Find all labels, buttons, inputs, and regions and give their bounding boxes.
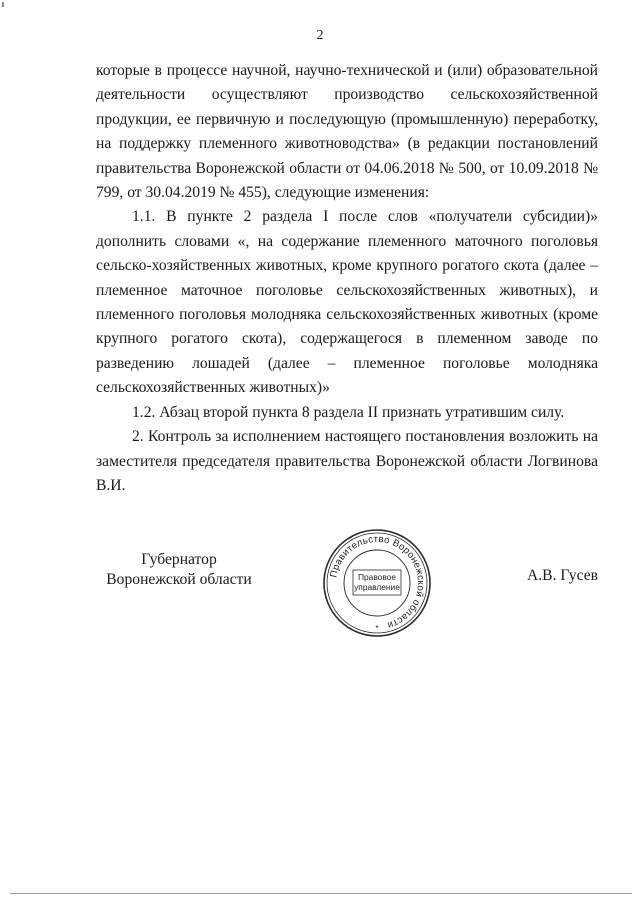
paragraph-item-1-1: 1.1. В пункте 2 раздела I после слов «получатели субсидии)» дополнить словами «, на содержание племенного маточного поголовья сельско-хозяйственных животных, кроме крупного рогатого скота (далее – племенное маточное поголовье сельскохозяйственных животных), и племенного поголовья молодняка сельскохозяйственных животных (кроме крупного рогатого скота), содержащегося в племенном заводе по разведению лошадей (далее – племенное поголовье молодняка сельскохозяйственных животных)»: [96, 208, 598, 397]
paragraph-continuation: которые в процессе научной, научно-технической и (или) образовательной деятельности осуществляют производство сельскохозяйственной продукции, ее первичную и последующую (промышленную) переработку, на поддержку племенного животноводства» (в редакции постановлений правительства Воронежской области от 04.06.2018 № 500, от 10.09.2018 № 799, от 30.04.2019 № 455), следующие изменения:: [96, 62, 598, 202]
signatory-title: [94, 550, 264, 590]
document-body: [96, 59, 598, 498]
stamp-star: *: [375, 624, 379, 633]
paragraph-item-1-2: 1.2. Абзац второй пункта 8 раздела II признать утратившим силу.: [132, 403, 565, 421]
signatory-title-line-1: Губернатор: [141, 551, 217, 568]
page-number: 2: [316, 28, 324, 43]
official-stamp: [322, 528, 432, 638]
stamp-center-line-2: управление: [354, 582, 400, 592]
signatory-name: А.В. Гусев: [527, 567, 598, 584]
stamp-ring-text: Правительство Воронежской области: [328, 533, 427, 631]
stamp-center-line-1: Правовое: [357, 572, 397, 582]
signatory-title-line-2: Воронежской области: [106, 571, 252, 588]
paragraph-item-2: 2. Контроль за исполнением настоящего постановления возложить на заместителя председателя правительства Воронежской области Логвинова В.И.: [96, 428, 598, 494]
scan-bottom-rule: [10, 893, 632, 894]
scan-corner-mark: [2, 2, 4, 7]
